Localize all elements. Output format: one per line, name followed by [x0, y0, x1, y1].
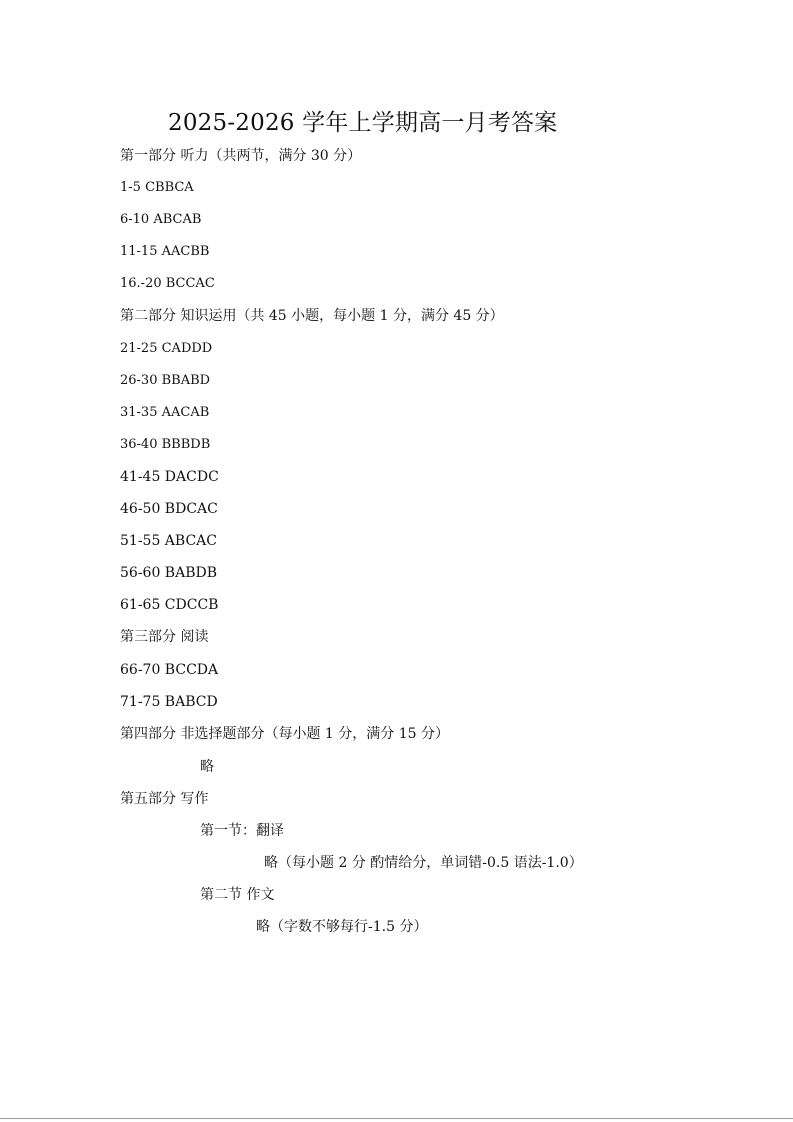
answer-line: 46-50 BDCAC [120, 501, 218, 517]
part4-note: 略 [200, 759, 214, 775]
section2-note: 略（字数不够每行-1.5 分） [256, 919, 428, 935]
answer-line: 16.-20 BCCAC [120, 276, 215, 291]
part2-heading: 第二部分 知识运用（共 45 小题，每小题 1 分，满分 45 分） [120, 308, 504, 324]
answer-line: 26-30 BBABD [120, 373, 211, 388]
answer-line: 11-15 AACBB [120, 244, 210, 259]
answer-line: 21-25 CADDD [120, 341, 213, 356]
answer-line: 61-65 CDCCB [120, 597, 219, 613]
answer-line: 41-45 DACDC [120, 469, 219, 485]
part1-heading: 第一部分 听力（共两节，满分 30 分） [120, 148, 362, 164]
answer-line: 36-40 BBBDB [120, 437, 211, 452]
answer-line: 1-5 CBBCA [120, 180, 194, 195]
section2-title: 第二节 作文 [200, 887, 275, 903]
section1-note: 略（每小题 2 分 酌情给分，单词错-0.5 语法-1.0） [264, 855, 583, 871]
page-bottom-rule [0, 1118, 793, 1119]
answer-line: 66-70 BCCDA [120, 662, 219, 678]
answer-line: 51-55 ABCAC [120, 533, 218, 549]
part5-heading: 第五部分 写作 [120, 791, 209, 807]
answer-line: 31-35 AACAB [120, 405, 210, 420]
answer-line: 71-75 BABCD [120, 694, 218, 710]
answer-line: 56-60 BABDB [120, 565, 218, 581]
part3-heading: 第三部分 阅读 [120, 629, 209, 645]
section1-title: 第一节：翻译 [200, 823, 284, 839]
part4-heading: 第四部分 非选择题部分（每小题 1 分，满分 15 分） [120, 726, 449, 742]
document-title: 2025-2026 学年上学期高一月考答案 [168, 110, 558, 136]
answer-line: 6-10 ABCAB [120, 212, 202, 227]
